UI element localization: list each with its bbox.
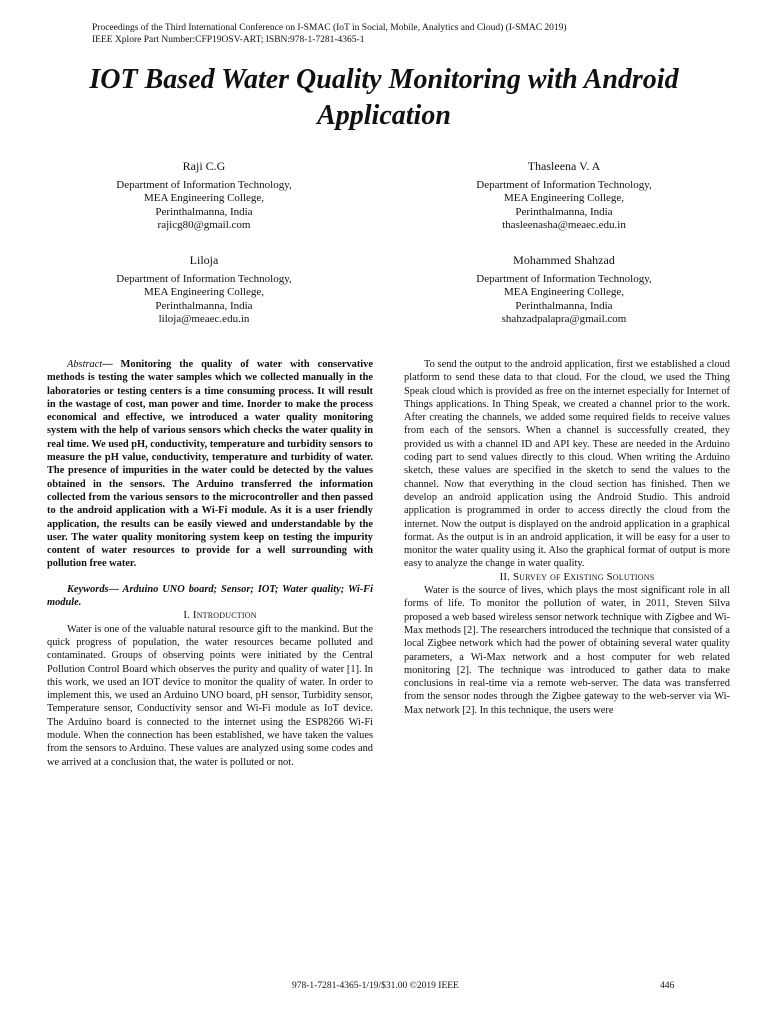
keywords: Keywords— Arduino UNO board; Sensor; IOT; Water quality; Wi-Fi module. bbox=[47, 583, 373, 609]
header-line-2: IEEE Xplore Part Number:CFP19OSV-ART; ISBN:978-1-7281-4365-1 bbox=[92, 35, 365, 45]
author-location: Perinthalmanna, India bbox=[515, 205, 613, 218]
author-location: Perinthalmanna, India bbox=[515, 299, 613, 312]
author-college: MEA Engineering College, bbox=[503, 286, 625, 299]
author-block bbox=[44, 254, 364, 327]
footer-copyright: 978-1-7281-4365-1/19/$31.00 ©2019 IEEE bbox=[292, 981, 459, 991]
author-department: Department of Information Technology, bbox=[116, 272, 292, 285]
author-name: Raji C.G bbox=[182, 159, 226, 173]
author-department: Department of Information Technology, bbox=[116, 178, 292, 191]
author-email: shahzadpalapra@gmail.com bbox=[501, 313, 627, 326]
section-heading-survey: II. Survey of Existing Solutions bbox=[499, 570, 655, 583]
author-block bbox=[404, 160, 724, 233]
page-number: 446 bbox=[660, 981, 675, 991]
cloud-paragraph: To send the output to the android application, first we established a cloud platform to send these data to that cloud. For the cloud, we used the Thing Speak cloud which is provided as free on the internet especially for Internet of Things applications. In Thing Speak, we created a channel prior to the work. After creating the channels, we added some required fields to receive values from each of the sensors. When a channel is successfully created, they provided us with a channel ID and API key. These are needed in the Arduino coding part to send values directly to this cloud. When writing the Arduino sketch, these values are specified in the sketch to send the values to the channel. Now that everything in the cloud section has finished. Then we develop an android application using the Android Studio. This android application is programmed in order to access directly the cloud from the internet. Now the output is displayed on the android application in a graphical format. As the output is in an android application, it will be easy for a user to monitor the water quality using it. Also the graphical format of output is more easy to analyze the change in water quality. bbox=[404, 359, 730, 570]
section-heading-introduction: I. Introduction bbox=[183, 609, 257, 622]
author-email: liloja@meaec.edu.in bbox=[158, 313, 250, 326]
author-department: Department of Information Technology, bbox=[476, 178, 652, 191]
author-college: MEA Engineering College, bbox=[143, 192, 265, 205]
author-location: Perinthalmanna, India bbox=[155, 299, 253, 312]
left-column bbox=[47, 358, 373, 769]
survey-paragraph: Water is the source of lives, which plays the most significant role in all forms of life. To monitor the pollution of water, in 2011, Steven Silva proposed a web based wireless sensor network technique with Zigbee and Wi-Max methods [2]. The researchers introduced the technique that consisted of a local Zigbee network which had the power of obtaining several water quality parameters, a Wi-Max network and a host computer for web related monitoring [2]. The technique was introduced to gather data to make conclusions in real-time via a remote web-server. The data was transferred from the sensor nodes through the Zigbee gateway to the web-server via Wi-Max network [2]. In this technique, the users were bbox=[404, 585, 730, 716]
abstract bbox=[47, 358, 373, 571]
paper-title: IOT Based Water Quality Monitoring with Android Application bbox=[89, 64, 679, 131]
author-block bbox=[44, 160, 364, 233]
author-department: Department of Information Technology, bbox=[476, 272, 652, 285]
author-email: rajicg80@gmail.com bbox=[157, 219, 251, 232]
author-college: MEA Engineering College, bbox=[143, 286, 265, 299]
right-column bbox=[404, 358, 730, 717]
abstract-text: — Monitoring the quality of water with conservative methods is testing the water samples which we collected manually in the laboratories or testing centers is a time consuming process. It will result in the wastage of cost, man power and time. Inorder to make the process economical and effective, we introduced a water quality monitoring system with the help of various sensors which checks the water quality in real time. We used pH, conductivity, temperature and turbidity sensors to measure the pH value, conductivity, temperature and turbidity of water. The presence of impurities in the water could be detected by the values obtained in the sensors. The Arduino transferred the information collected from the various sensors to the microcontroller and then passed to the android application with a Wi-Fi module. As it is a user friendly application, the results can be easily viewed and understandable by the user. The water quality monitoring system keep on testing the impurity content of water resources to provide for a well surrounding with pollution free water. bbox=[47, 359, 373, 570]
author-email: thasleenasha@meaec.edu.in bbox=[502, 219, 626, 232]
author-name: Mohammed Shahzad bbox=[513, 253, 615, 267]
author-name: Liloja bbox=[189, 253, 219, 267]
header-line-1: Proceedings of the Third International Conference on I-SMAC (IoT in Social, Mobile, Analytics and Cloud) (I-SMAC 2019) bbox=[92, 23, 567, 33]
author-college: MEA Engineering College, bbox=[503, 192, 625, 205]
author-location: Perinthalmanna, India bbox=[155, 205, 253, 218]
introduction-paragraph: Water is one of the valuable natural resource gift to the mankind. But the quick progress of population, the water resources became polluted and contaminated. Groups of observing points were initiated by the Central Pollution Control Board which observes the purity and quality of water [1]. In this work, we used an IOT device to monitor the quality of water. In order to implement this, we used an Arduino UNO board, pH sensor, Turbidity sensor, Temperature sensor, Conductivity sensor and Wi-Fi module as IoT device. The Arduino board is connected to the internet using the ESP8266 Wi-Fi module. When the connection has been established, we have taken the values from the sensors to Arduino. These values are analyzed using some codes and we arrived at a conclusion that, the water is polluted or not. bbox=[47, 623, 373, 768]
author-block bbox=[404, 254, 724, 327]
author-name: Thasleena V. A bbox=[527, 159, 601, 173]
abstract-label: Abstract bbox=[67, 359, 103, 370]
conference-header bbox=[92, 22, 567, 46]
